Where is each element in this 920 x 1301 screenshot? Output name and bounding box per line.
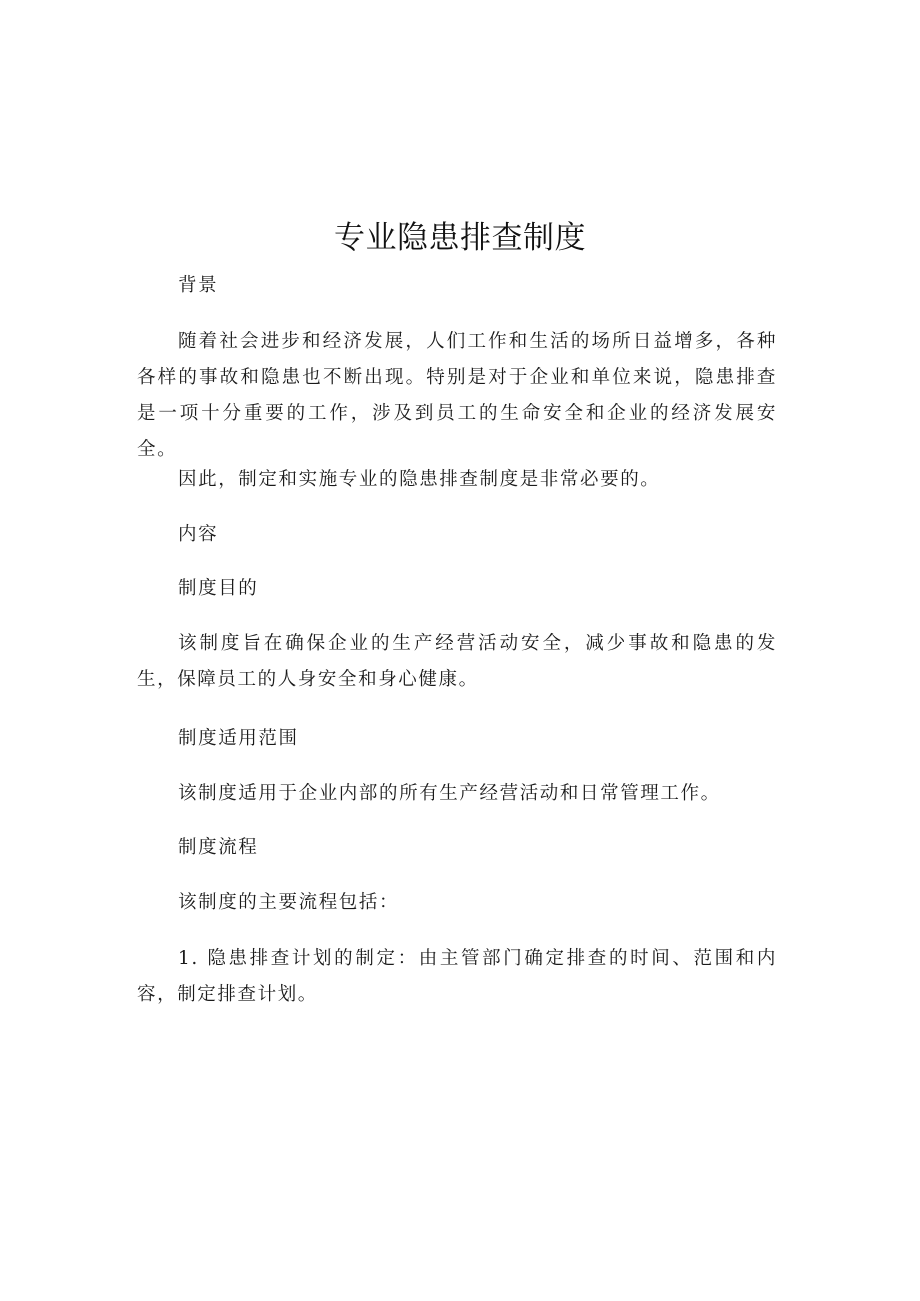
process-item-1: 1. 隐患排查计划的制定：由主管部门确定排查的时间、范围和内容，制定排查计划。 <box>137 948 777 1005</box>
background-paragraph-2: 因此，制定和实施专业的隐患排查制度是非常必要的。 <box>178 469 661 490</box>
scope-heading: 制度适用范围 <box>178 728 299 749</box>
purpose-paragraph: 该制度旨在确保企业的生产经营活动安全，减少事故和隐患的发生，保障员工的人身安全和身心健康。 <box>137 633 777 690</box>
content-heading: 内容 <box>178 524 219 545</box>
document-title: 专业隐患排查制度 <box>334 220 586 256</box>
scope-paragraph: 该制度适用于企业内部的所有生产经营活动和日常管理工作。 <box>178 783 721 804</box>
purpose-heading: 制度目的 <box>178 578 259 599</box>
process-intro: 该制度的主要流程包括： <box>178 892 400 913</box>
process-heading: 制度流程 <box>178 837 259 858</box>
background-heading: 背景 <box>178 275 219 296</box>
background-paragraph-1: 随着社会进步和经济发展，人们工作和生活的场所日益增多，各种各样的事故和隐患也不断出现。特别是对于企业和单位来说，隐患排查是一项十分重要的工作，涉及到员工的生命安全和企业的经济发展安全。 <box>137 331 777 460</box>
